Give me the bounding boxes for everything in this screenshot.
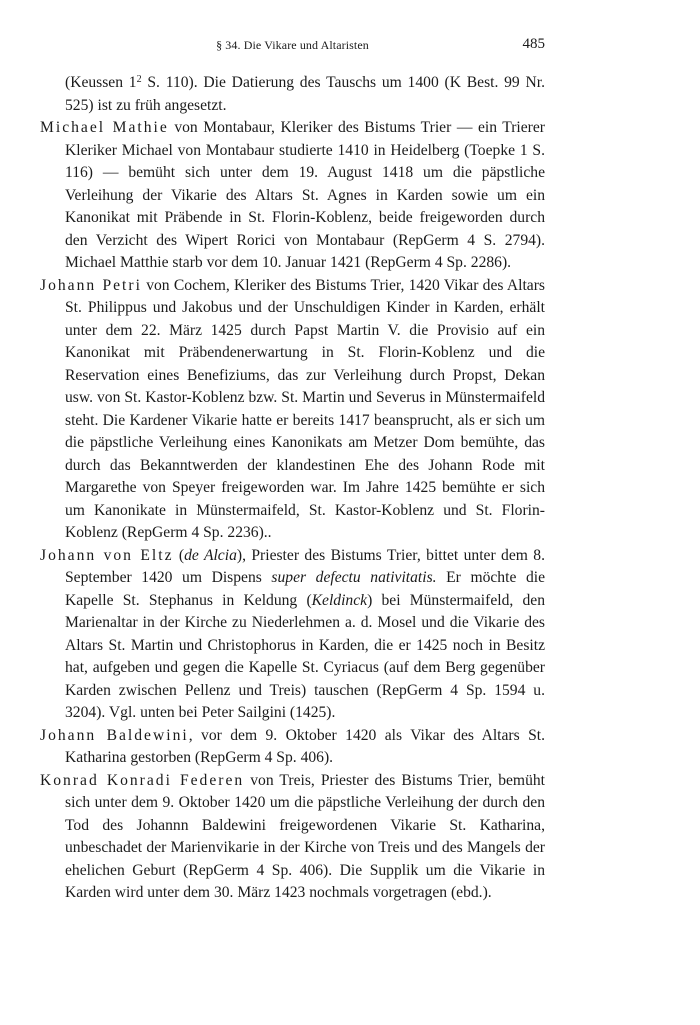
entry-johann-petri xyxy=(40,275,545,545)
entry-name: Michael Mathie xyxy=(40,119,169,136)
page-number: 485 xyxy=(522,36,545,52)
continuation-text-b: S. 110). Die Datierung des Tauschs um 1400 (K Best. 99 Nr. 525) ist zu früh angesetzt. xyxy=(65,74,545,114)
entry-michael-mathie xyxy=(40,117,545,275)
entry-text: von Montabaur, Kleriker des Bistums Trier — ein Trierer Kleriker Michael von Montabaur studierte 1410 in Heidelberg (Toepke 1 S. 116) — bemüht sich unter dem 19. August 1418 um die päpstliche Verleihung der Vikarie des Altars St. Agnes in Karden sowie um ein Kanonikat mit Präbende in St. Florin-Koblenz, beide freigeworden durch den Verzicht des Wipert Rorici von Montabaur (RepGerm 4 S. 2794). Michael Matthie starb vor dem 10. Januar 1421 (RepGerm 4 Sp. 2286). xyxy=(65,119,545,271)
place-name-keldinck: Keldinck xyxy=(311,591,368,609)
latin-phrase: super defectu nativitatis. xyxy=(271,569,437,586)
entry-text: ( xyxy=(173,546,185,564)
entry-text: Er möchte die Kapelle St. Stephanus in Keldung ( xyxy=(65,569,546,609)
entry-text: von Treis, Priester des Bistums Trier, bemüht sich unter dem 9. Oktober 1420 um die päpstliche Verleihung der durch den Tod des Johannn Baldewini freigewordenen Vikarie St. Katharina, unbeschadet der Marienvikarie in der Kirche von Treis und des Mangels der ehelichen Geburt (RepGerm 4 Sp. 406). Die Supplik um die Vikarie in Karden wird unter dem 30. März 1423 nochmals vorgetragen (ebd.). xyxy=(65,771,545,901)
entry-name: Johann Baldewini xyxy=(40,726,189,744)
section-title: § 34. Die Vikare und Altaristen xyxy=(216,38,369,52)
entry-johann-baldewini xyxy=(40,725,545,770)
entry-name: Konrad Konradi Federen xyxy=(40,771,245,789)
continuation-paragraph xyxy=(40,72,545,117)
running-head xyxy=(40,36,545,56)
entry-konrad-konradi-federen xyxy=(40,770,545,905)
entry-text: , vor dem 9. Oktober 1420 als Vikar des Altars St. Katharina gestorben (RepGerm 4 Sp. 406). xyxy=(65,726,546,766)
latin-name-de-alcia: de Alcia xyxy=(184,546,237,564)
entry-name: Johann Petri xyxy=(40,276,142,294)
entry-name: Johann von Eltz xyxy=(40,546,174,564)
entry-text: ), Priester des Bistums Trier, bittet unter dem 8. September 1420 um Dispens xyxy=(65,546,546,586)
edition-superscript: 2 xyxy=(136,74,142,85)
entry-johann-von-eltz xyxy=(40,545,545,725)
body-text xyxy=(40,72,545,905)
entry-text: ) bei Münstermaifeld, den Marienaltar in der Kirche zu Niederlehmen a. d. Mosel und die Vikarie des Altars St. Martin und Christophorus in Karden, die er 1425 noch in Besitz hat, aufgeben und gegen die Kapelle St. Cyriacus (auf dem Berg gegenüber Karden zwischen Pellenz und Treis) tauschen (RepGerm 4 Sp. 1594 u. 3204). Vgl. unten bei Peter Sailgini (1425). xyxy=(65,591,546,721)
continuation-text-a: (Keussen 1 xyxy=(65,74,137,91)
entry-text: von Cochem, Kleriker des Bistums Trier, 1420 Vikar des Altars St. Philippus und Jakobus und der Unschuldigen Kinder in Karden, erhält unter dem 22. März 1425 durch Papst Martin V. die Provisio auf ein Kanonikat mit Präbendenerwartung in St. Florin-Koblenz und die Reservation eines Benefiziums, das zur Verleihung durch Propst, Dekan usw. von St. Kastor-Koblenz bzw. St. Martin und Severus in Münstermaifeld steht. Die Kardener Vikarie hatte er bereits 1417 beansprucht, als er sich um die päpstliche Verleihung eines Kanonikats am Metzer Dom bemühte, das durch das Bekanntwerden der klandestinen Ehe des Johann Rode mit Margarethe von Speyer freigeworden war. Im Jahre 1425 bemühte er sich um Kanonikate in Münstermaifeld, St. Kastor-Koblenz und St. Florin-Koblenz (RepGerm 4 Sp. 2236).. xyxy=(65,276,545,541)
